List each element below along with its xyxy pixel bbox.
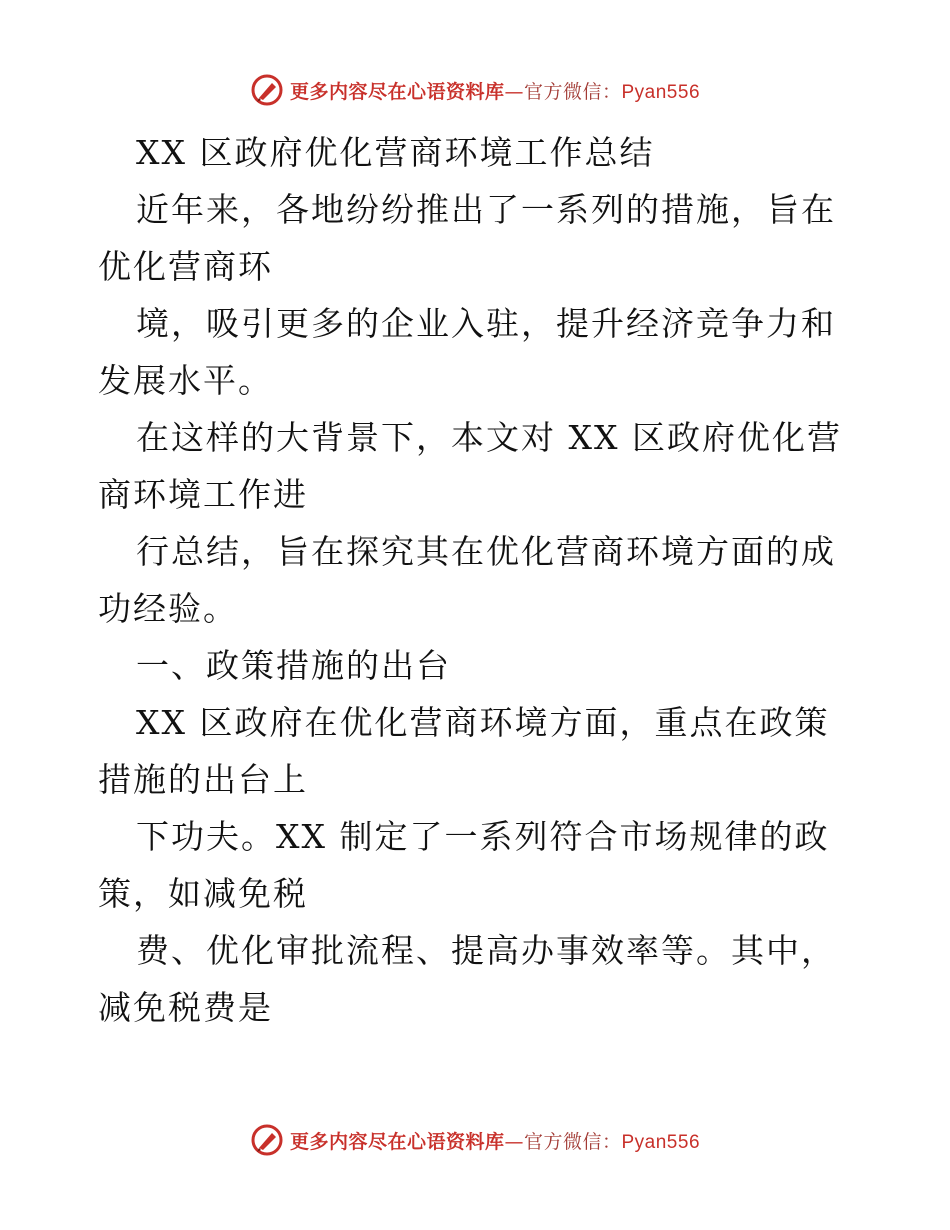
- watermark-account: Pyan556: [621, 1131, 701, 1153]
- watermark-account: Pyan556: [621, 81, 701, 103]
- paragraph: 行总结，旨在探究其在优化营商环境方面的成功经验。: [98, 532, 836, 628]
- watermark-label: 官方微信：: [523, 1130, 622, 1153]
- section-heading: 一、政策措施的出台: [136, 646, 451, 685]
- paragraph: 在这样的大背景下，本文对 XX 区政府优化营商环境工作进: [98, 418, 842, 514]
- paragraph: 费、优化审批流程、提高办事效率等。其中，减免税费是: [98, 931, 836, 1027]
- paragraph: 境，吸引更多的企业入驻，提升经济竞争力和发展水平。: [98, 304, 836, 400]
- watermark-footer: [0, 1120, 950, 1160]
- watermark-separator: —: [504, 80, 524, 103]
- document-title: XX 区政府优化营商环境工作总结: [136, 133, 655, 172]
- watermark-brand: 更多内容尽在心语资料库: [289, 80, 505, 103]
- pen-logo-icon: [250, 73, 284, 107]
- watermark-separator: —: [504, 1130, 524, 1153]
- paragraph: XX 区政府在优化营商环境方面，重点在政策措施的出台上: [98, 703, 830, 799]
- watermark-label: 官方微信：: [523, 80, 622, 103]
- document-body: [98, 124, 858, 1036]
- watermark-header: [0, 70, 950, 110]
- pen-logo-icon: [250, 1123, 284, 1157]
- watermark-text: [290, 77, 700, 104]
- watermark-text: [290, 1127, 700, 1154]
- watermark-brand: 更多内容尽在心语资料库: [289, 1130, 505, 1153]
- paragraph: 下功夫。XX 制定了一系列符合市场规律的政策，如减免税: [98, 817, 830, 913]
- paragraph: 近年来，各地纷纷推出了一系列的措施，旨在优化营商环: [98, 190, 836, 286]
